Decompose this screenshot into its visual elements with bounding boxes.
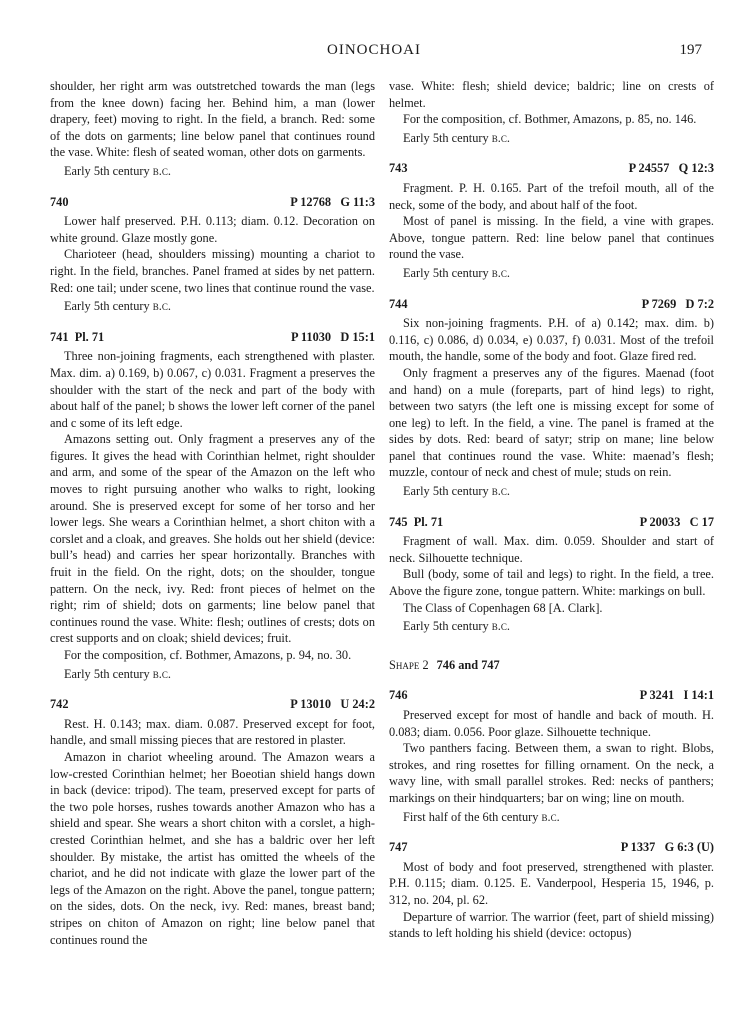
entry-heading-741 — [50, 329, 375, 346]
inventory-grid: P 12768 G 11:3 — [290, 194, 375, 209]
entry-number: 747 — [389, 840, 408, 855]
left-column — [50, 78, 375, 948]
entry-number: 742 — [50, 697, 69, 712]
inventory-grid: P 24557 Q 12:3 — [628, 161, 714, 176]
paragraph: Fragment of wall. Max. dim. 0.059. Shoulder and start of neck. Silhouette technique. — [389, 534, 714, 565]
entry-number: 746 — [389, 688, 408, 703]
date-line: Early 5th century b.c. — [403, 265, 510, 280]
entry-heading-745 — [389, 514, 714, 531]
paragraph: Only fragment a preserves any of the figures. Maenad (foot and hand) on a mule (foreparts, part of hind legs) to right, between two satyrs (the left one is missing except for some of one leg) to left. In the field, a vine. The panel is framed at the sides by dots. Red: beard of satyr; strip on mane; line below panel that continues round the vase. White: maenad’s flesh; muzzle, contour of neck and chest of mule; studs on rein. — [389, 365, 714, 480]
page-number: 197 — [679, 42, 702, 58]
paragraph: shoulder, her right arm was outstretched towards the man (legs from the knee down) facing her. Behind him, a man (lower drapery, feet) moving to right. In the field, a branch. Red: some of the dots on garments; line below panel that continues round the vase. White: flesh of seated woman, other dots on garments. — [50, 79, 375, 160]
inventory-grid: P 20033 C 17 — [639, 514, 714, 529]
entry-heading-740 — [50, 194, 375, 211]
paragraph: For the composition, cf. Bothmer, Amazons, p. 85, no. 146. — [403, 112, 697, 127]
paragraph: Two panthers facing. Between them, a swan to right. Blobs, strokes, and ring rosettes for filling ornament. On the neck, a wavy line, with small parallel strokes. Red: necks of panthers; markings on their hindquarters; bar on wing; line on mouth. — [389, 741, 714, 805]
paragraph: Rest. H. 0.143; max. diam. 0.087. Preserved except for foot, handle, and small missing pieces that are restored in plaster. — [50, 716, 375, 748]
entry-number: 745 Pl. 71 — [389, 514, 444, 529]
right-column — [389, 78, 714, 942]
inventory-grid: P 1337 G 6:3 (U) — [620, 840, 714, 855]
date-line: Early 5th century b.c. — [64, 666, 171, 681]
paragraph: Amazon in chariot wheeling around. The Amazon wears a low-crested Corinthian helmet; her Boeotian shield hangs down in back (device: tripod). The team, preserved except for parts of the two pole horses, rushes towards another Amazon who has a shield and spear. She wears a short chiton with a corslet, a high-crested Corinthian helmet, and she has a baldric over her left shoulder. By mistake, the artist has omitted the wheels of the chariot, and he did not indicate with glaze the lower part of the legs of the Amazon on the right. Above the panel, tongue pattern; on the sides, dots. On the neck, ivy. Red: manes, breast band; stripes on chiton of Amazon on right; line below panel that continues round the — [50, 749, 375, 947]
entry-number: 741 Pl. 71 — [50, 329, 105, 344]
entry-number: 740 — [50, 194, 69, 209]
paragraph: Amazons setting out. Only fragment a preserves any of the figures. It gives the head with Corinthian helmet, right shoulder and arm, and some of the spear of the Amazon on the left who moves to right pursuing another who walks to right, looking around. She is preserved except for some of her torso and her lower legs. She wears a Corinthian helmet, a short chiton with a corslet and a cloak, and greaves. She holds out her shield (device: bull’s head) and carries her spear horizontally. Branches with fruit in the field. On the right, dots; on the shoulder, tongue pattern. On the neck, ivy. Red: front pieces of helmet on the right; rim of shield; dots on garments; line below panel that continues round the vase. White: flesh; outlines of crests; dots on crest supports and on cloak; shield devices; fruit. — [50, 432, 375, 646]
running-title: OINOCHOAI — [327, 42, 421, 58]
paragraph: For the composition, cf. Bothmer, Amazons, p. 94, no. 30. — [64, 648, 352, 662]
paragraph: Six non-joining fragments. P.H. of a) 0.142; max. dim. b) 0.116, c) 0.086, d) 0.034, e) 0.037, f) 0.031. Most of the trefoil mouth, the handle, some of the body and foot. Glaze fired red. — [389, 316, 714, 364]
date-line: Early 5th century b.c. — [403, 619, 510, 634]
date-line: Early 5th century b.c. — [64, 299, 171, 314]
entry-heading-744 — [389, 296, 714, 313]
paragraph: The Class of Copenhagen 68 [A. Clark]. — [403, 600, 603, 615]
paragraph: Charioteer (head, shoulders missing) mounting a chariot to right. In the field, branches. Panel framed at sides by net pattern. Red: one tail; under scene, two lines that continue round the vase. — [50, 247, 375, 295]
paragraph: Preserved except for most of handle and back of mouth. H. 0.083; diam. 0.056. Poor glaze. Silhouette technique. — [389, 708, 714, 739]
paragraph: Fragment. P. H. 0.165. Part of the trefoil mouth, all of the neck, some of the body, and about half of the foot. — [389, 180, 714, 212]
date-line: Early 5th century b.c. — [64, 163, 171, 178]
date-line: Early 5th century b.c. — [403, 484, 510, 499]
inventory-grid: P 11030 D 15:1 — [290, 329, 375, 344]
inventory-grid: P 7269 D 7:2 — [641, 296, 714, 311]
paragraph: Bull (body, some of tail and legs) to right. In the field, a tree. Above the figure zone, tongue pattern. White: markings on bull. — [389, 567, 714, 599]
inventory-grid: P 13010 U 24:2 — [290, 697, 375, 712]
paragraph: vase. White: flesh; shield device; baldric; line on crests of helmet. — [389, 79, 714, 110]
paragraph: Three non-joining fragments, each strengthened with plaster. Max. dim. a) 0.169, b) 0.067, c) 0.031. Fragment a preserves the shoulder with the start of the neck and part of the body with about half of the panel; b shows the lower left corner of the panel and c some of its left edge. — [50, 349, 375, 430]
paragraph: Lower half preserved. P.H. 0.113; diam. 0.12. Decoration on white ground. Glaze mostly gone. — [50, 214, 375, 245]
date-line: First half of the 6th century b.c. — [403, 809, 560, 824]
entry-number: 743 — [389, 161, 408, 176]
shape-heading: Shape 2 746 and 747 — [389, 657, 500, 672]
date-line: Early 5th century b.c. — [403, 130, 510, 145]
entry-number: 744 — [389, 296, 408, 311]
entry-heading-747 — [389, 839, 714, 856]
paragraph: Most of body and foot preserved, strengthened with plaster. P.H. 0.115; diam. 0.125. E. Vanderpool, Hesperia 15, 1946, p. 312, no. 204, pl. 62. — [389, 859, 714, 907]
entry-heading-743 — [389, 160, 714, 177]
paragraph: Most of panel is missing. In the field, a vine with grapes. Above, tongue pattern. Red: line below panel that continues round the vase. — [389, 214, 714, 262]
entry-heading-742 — [50, 696, 375, 713]
paragraph: Departure of warrior. The warrior (feet, part of shield missing) stands to left holding his shield (device: octopus) — [389, 909, 714, 941]
inventory-grid: P 3241 I 14:1 — [639, 688, 714, 703]
entry-heading-746 — [389, 687, 714, 704]
